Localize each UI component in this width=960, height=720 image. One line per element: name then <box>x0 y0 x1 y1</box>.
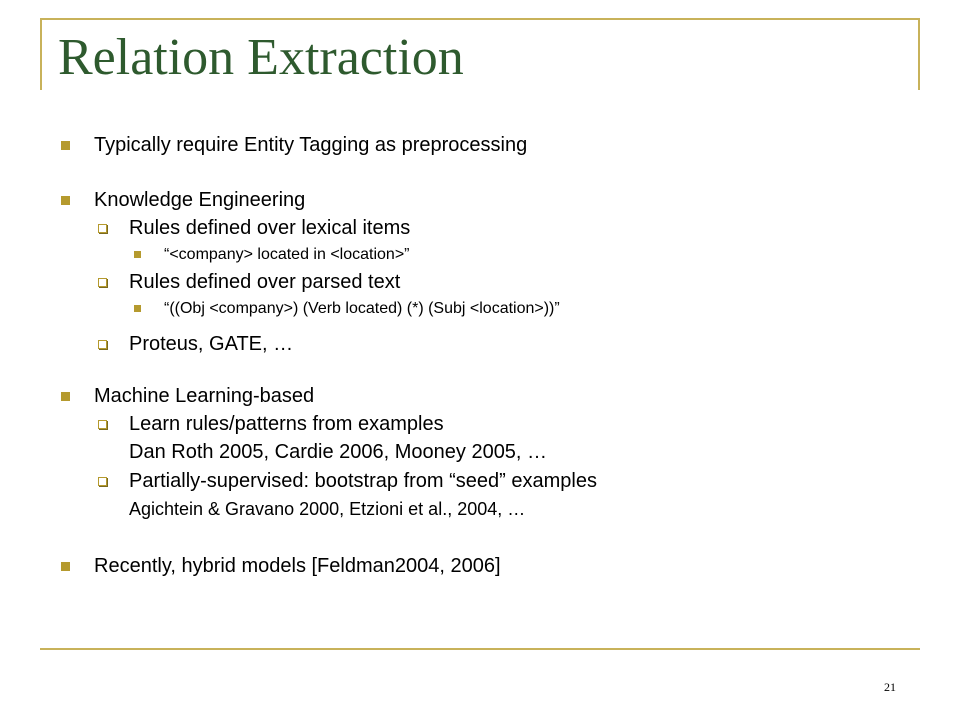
sub-bullet-learn-rules: Learn rules/patterns from examples <box>129 413 444 435</box>
slide-frame-bottom <box>40 648 920 650</box>
bullet-square-icon <box>134 251 141 258</box>
bullet-knowledge-engineering: Knowledge Engineering <box>94 189 306 211</box>
bullet-hybrid-models: Recently, hybrid models [Feldman2004, 2006] <box>94 555 501 577</box>
slide-frame-top <box>40 18 920 20</box>
sub-bullet-bootstrap-citations: Agichtein & Gravano 2000, Etzioni et al., 2004, … <box>129 499 526 519</box>
bullet-square-icon <box>61 392 70 401</box>
page-number: 21 <box>884 680 896 694</box>
bullet-machine-learning: Machine Learning-based <box>94 385 315 407</box>
bullet-entity-tagging: Typically require Entity Tagging as preprocessing <box>94 134 528 156</box>
bullet-square-icon <box>61 141 70 150</box>
sub-bullet-lexical-rules: Rules defined over lexical items <box>129 217 411 239</box>
hollow-square-bullet-icon <box>98 224 107 233</box>
hollow-square-bullet-icon <box>98 278 107 287</box>
slide-title: Relation Extraction <box>58 29 464 86</box>
sub-sub-bullet-lexical-example: “<company> located in <location>” <box>164 246 410 263</box>
sub-bullet-learn-citations: Dan Roth 2005, Cardie 2006, Mooney 2005, … <box>129 441 548 463</box>
sub-sub-bullet-parsed-example: “((Obj <company>) (Verb located) (*) (Subj <location>))” <box>164 300 560 317</box>
bullet-square-icon <box>61 562 70 571</box>
slide-frame-right <box>918 18 920 90</box>
hollow-square-bullet-icon <box>98 420 107 429</box>
hollow-square-bullet-icon <box>98 340 107 349</box>
bullet-square-icon <box>134 305 141 312</box>
sub-bullet-systems: Proteus, GATE, … <box>129 333 294 355</box>
sub-bullet-partially-supervised: Partially-supervised: bootstrap from “seed” examples <box>129 470 597 492</box>
hollow-square-bullet-icon <box>98 477 107 486</box>
bullet-square-icon <box>61 196 70 205</box>
sub-bullet-parsed-rules: Rules defined over parsed text <box>129 271 401 293</box>
slide-frame-left <box>40 18 42 90</box>
